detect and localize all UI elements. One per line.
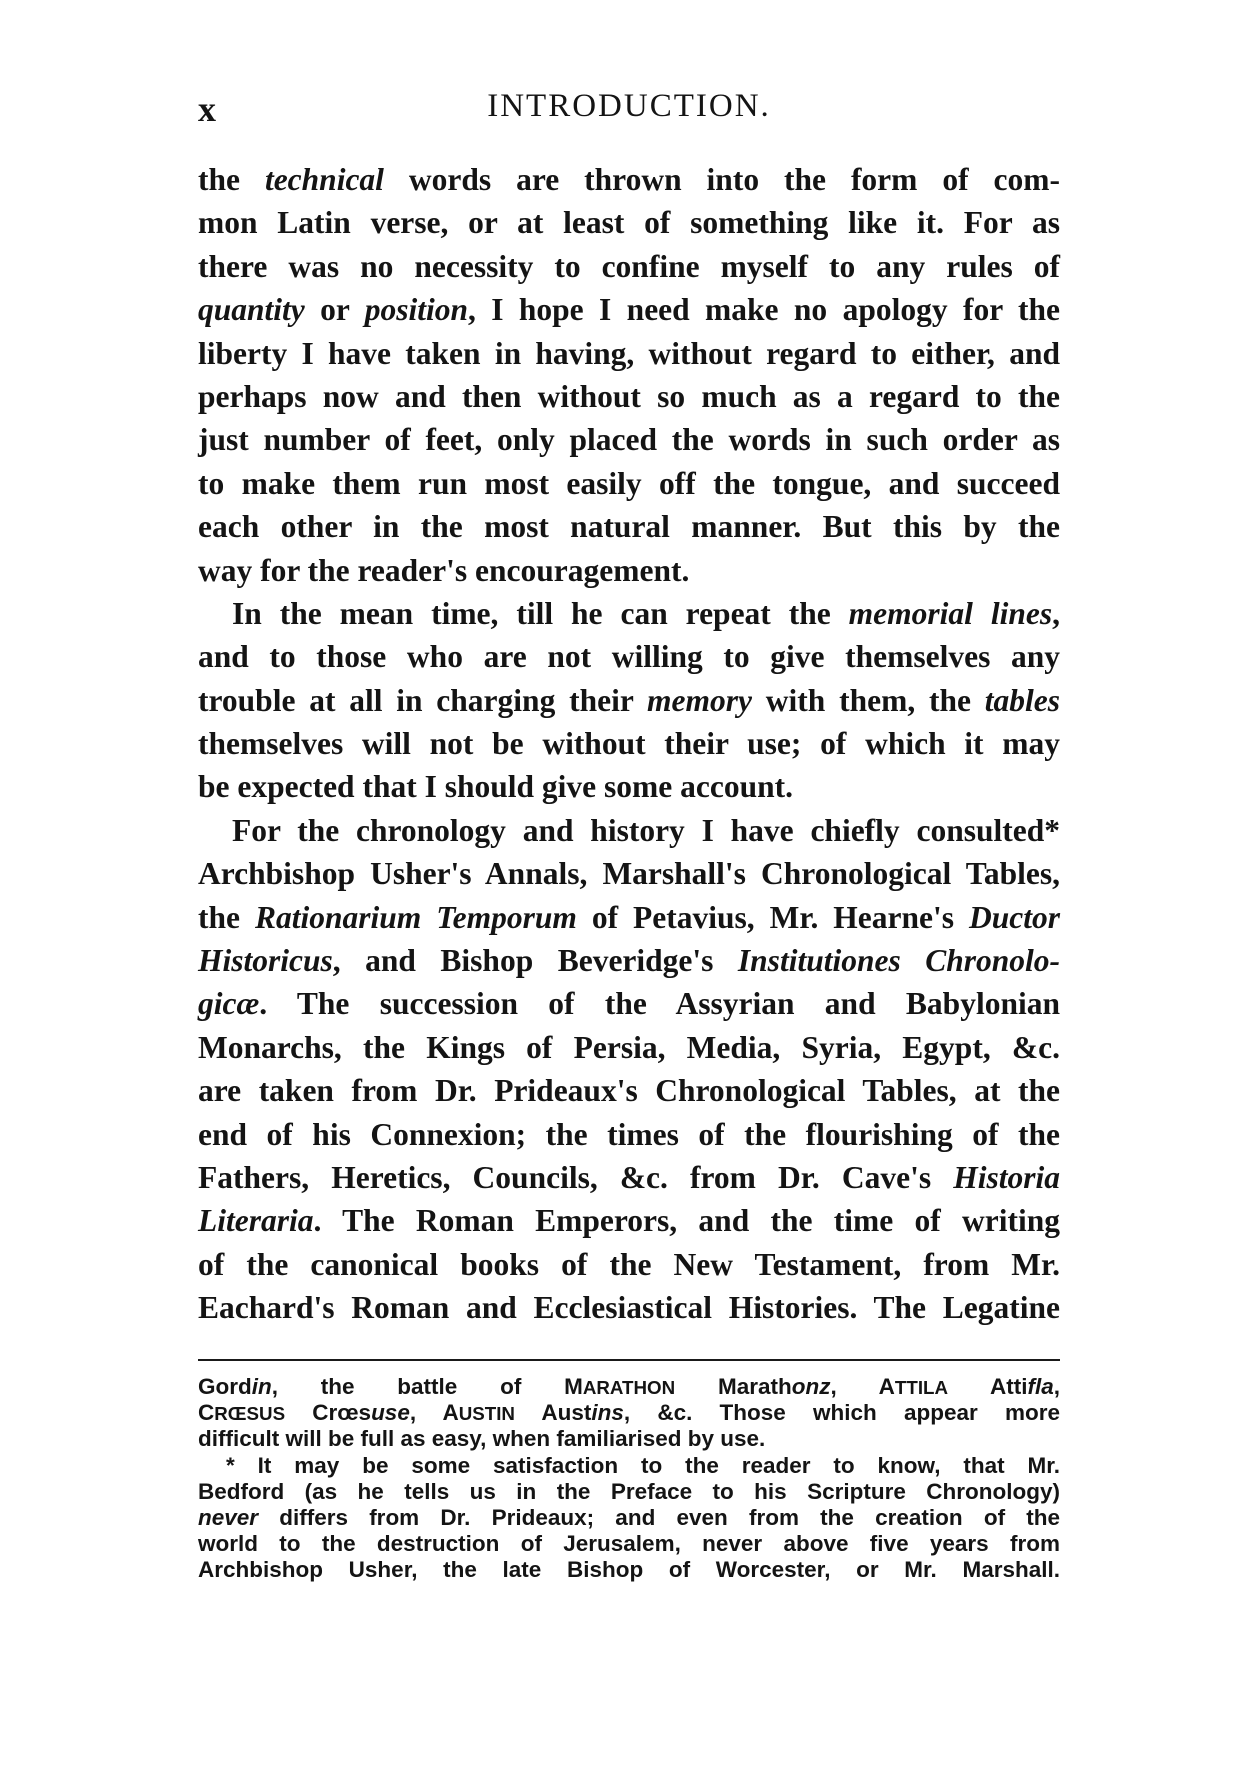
body-text-line: perhaps now and then without so much as a regard to the — [198, 378, 1060, 414]
body-text-line: the Rationarium Temporum of Petavius, Mr. Hearne's Ductor — [198, 899, 1060, 935]
body-text-line: In the mean time, till he can repeat the memorial lines, — [232, 595, 1060, 631]
body-text-line: Fathers, Heretics, Councils, &c. from Dr. Cave's Historia — [198, 1159, 1060, 1195]
body-text-line: liberty I have taken in having, without regard to either, and — [198, 335, 1060, 371]
body-text-line: of the canonical books of the New Testament, from Mr. — [198, 1246, 1060, 1282]
footnote-line: CRŒSUS Crœsuse, AUSTIN Austins, &c. Those which appear more — [198, 1400, 1060, 1426]
footnote-line: never differs from Dr. Prideaux; and even from the creation of the — [198, 1504, 1060, 1530]
body-text-line: Monarchs, the Kings of Persia, Media, Syria, Egypt, &c. — [198, 1029, 1060, 1065]
body-text-line: For the chronology and history I have chiefly consulted* — [232, 812, 1060, 848]
footnote-line: world to the destruction of Jerusalem, never above five years from — [198, 1531, 1060, 1557]
body-text-line: trouble at all in charging their memory with them, the tables — [198, 682, 1060, 718]
footnote-line: Bedford (as he tells us in the Preface to his Scripture Chronology) — [198, 1478, 1060, 1504]
body-text-line: end of his Connexion; the times of the flourishing of the — [198, 1116, 1060, 1152]
body-text-line: and to those who are not willing to give themselves any — [198, 639, 1060, 675]
body-text-line: way for the reader's encouragement. — [198, 552, 690, 588]
body-text-line: are taken from Dr. Prideaux's Chronological Tables, at the — [198, 1073, 1060, 1109]
page-header — [198, 88, 1060, 138]
body-text-line: mon Latin verse, or at least of something like it. For as — [198, 205, 1060, 241]
footnote-rule — [198, 1359, 1060, 1361]
body-text-line: Archbishop Usher's Annals, Marshall's Chronological Tables, — [198, 856, 1060, 892]
footnote-line: * It may be some satisfaction to the reader to know, that Mr. — [226, 1452, 1060, 1478]
main-text — [198, 158, 1060, 1330]
body-text-line: each other in the most natural manner. But this by the — [198, 509, 1060, 545]
body-text-line: quantity or position, I hope I need make no apology for the — [198, 292, 1060, 328]
body-text-line: just number of feet, only placed the words in such order as — [198, 422, 1060, 458]
footnotes — [198, 1374, 1060, 1584]
body-text-line: Historicus, and Bishop Beveridge's Institutiones Chronolo- — [198, 943, 1061, 979]
page-number: x — [198, 89, 216, 129]
running-title: INTRODUCTION. — [487, 88, 771, 124]
body-text-line: gicæ. The succession of the Assyrian and Babylonian — [198, 986, 1060, 1022]
body-text-line: to make them run most easily off the tongue, and succeed — [198, 465, 1060, 501]
body-text-line: be expected that I should give some account. — [198, 769, 793, 805]
body-text-line: the technical words are thrown into the form of com- — [198, 162, 1060, 197]
footnote-line: Archbishop Usher, the late Bishop of Worcester, or Mr. Marshall. — [198, 1557, 1060, 1583]
body-text-line: there was no necessity to confine myself to any rules of — [198, 248, 1060, 284]
body-text-line: Eachard's Roman and Ecclesiastical Histories. The Legatine — [198, 1290, 1060, 1326]
body-text-line: Literaria. The Roman Emperors, and the time of writing — [198, 1203, 1060, 1239]
footnote-line: Gordin, the battle of MARATHON Marathonz, ATTILA Attifla, — [198, 1374, 1060, 1399]
body-text-line: themselves will not be without their use; of which it may — [198, 726, 1060, 762]
footnote-line: difficult will be full as easy, when familiarised by use. — [198, 1426, 766, 1452]
